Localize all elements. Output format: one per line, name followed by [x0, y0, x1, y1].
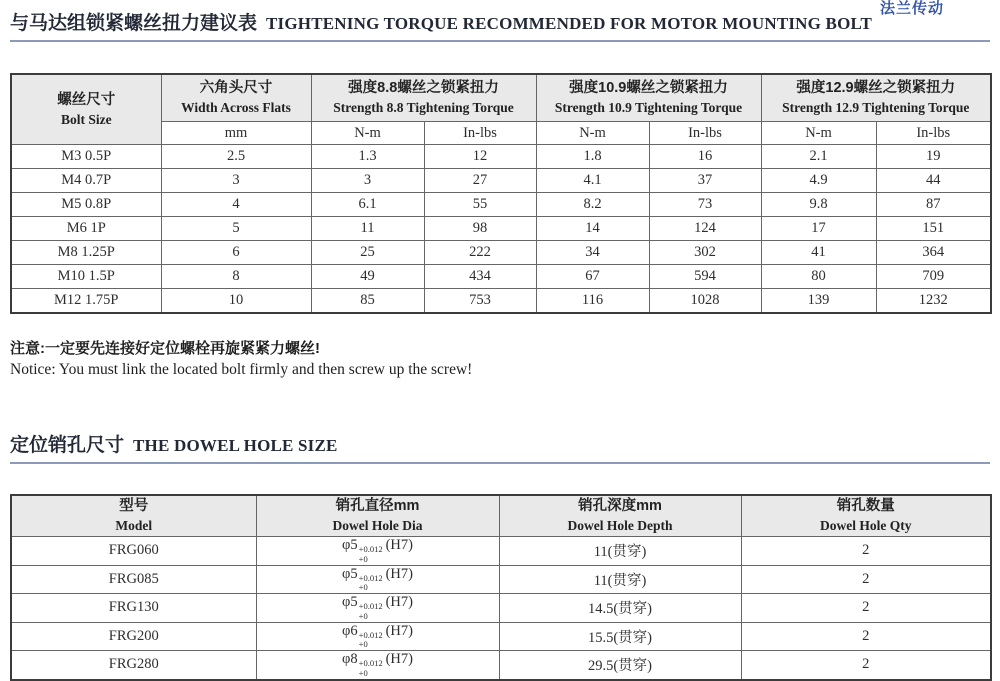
dia-base: φ6 [342, 622, 358, 639]
torque-cell: 594 [649, 265, 761, 289]
qty-cell: 2 [741, 622, 991, 651]
dia-tolerance-lower: +0 [358, 610, 368, 621]
dia-base: φ8 [342, 651, 358, 668]
page-corner-label-text: 法兰传动 [880, 0, 945, 17]
dia-tolerance-lower: +0 [358, 582, 368, 593]
table-row [11, 289, 991, 314]
qty-cell: 2 [741, 565, 991, 594]
qty-cell: 2 [741, 594, 991, 623]
waf-cell: 8 [161, 265, 311, 289]
dia-tolerance-lower: +0 [358, 639, 368, 650]
torque-header-row [11, 74, 991, 122]
page-corner-label [880, 0, 950, 17]
depth-cell: 14.5(贯穿) [499, 594, 741, 623]
torque-cell: 116 [536, 289, 649, 314]
torque-cell: 25 [311, 241, 424, 265]
dia-base: φ5 [342, 565, 358, 582]
torque-cell: 73 [649, 193, 761, 217]
dia-tolerance-upper: +0.012 [358, 572, 383, 583]
dia-base: φ5 [342, 594, 358, 611]
depth-cell: 29.5(贯穿) [499, 651, 741, 680]
dia-fit-class: (H7) [385, 565, 413, 582]
table-row [11, 537, 991, 566]
dia-cell [256, 651, 499, 680]
dowel-dia [342, 594, 413, 621]
table-row [11, 193, 991, 217]
torque-header-bolt-size [11, 74, 161, 145]
waf-cell: 10 [161, 289, 311, 314]
dowel-dia [342, 622, 413, 650]
dia-cell [256, 622, 499, 651]
dowel-header-model-en: Model [115, 518, 153, 533]
depth-cell: 15.5(贯穿) [499, 622, 741, 651]
torque-cell: 139 [761, 289, 876, 314]
depth-cell: 11(贯穿) [499, 565, 741, 594]
torque-header-waf-en: Width Across Flats [181, 100, 291, 115]
dia-tolerance-upper: +0.012 [358, 658, 383, 669]
unit-inlbs-10-9: In-lbs [649, 122, 761, 145]
dowel-table [10, 494, 992, 681]
torque-header-waf-zh: 六角头尺寸 [199, 80, 273, 97]
dowel-header-depth [499, 495, 741, 537]
torque-header-group-8-8 [311, 74, 536, 122]
unit-mm: mm [161, 122, 311, 145]
dia-tolerance [359, 574, 383, 594]
dowel-dia [342, 565, 413, 593]
torque-header-group-8-8-en: Strength 8.8 Tightening Torque [333, 100, 514, 115]
unit-inlbs-12-9: In-lbs [876, 122, 991, 145]
dowel-header-depth-en: Dowel Hole Depth [567, 518, 673, 533]
torque-cell: 11 [311, 217, 424, 241]
torque-cell: 302 [649, 241, 761, 265]
dowel-header-row [11, 495, 991, 537]
unit-inlbs-8-8: In-lbs [424, 122, 536, 145]
dowel-header-dia-zh: 销孔直径mm [335, 498, 420, 515]
notice-block [10, 338, 990, 380]
bolt-size-cell: M12 1.75P [11, 289, 161, 314]
torque-header-group-10-9 [536, 74, 761, 122]
dia-fit-class: (H7) [385, 651, 413, 668]
section2-header [0, 430, 1000, 464]
torque-cell: 151 [876, 217, 991, 241]
table-row [11, 241, 991, 265]
section1-title-zh: 与马达组锁紧螺丝扭力建议表 [10, 13, 258, 34]
dia-cell [256, 537, 499, 566]
torque-cell: 14 [536, 217, 649, 241]
dia-tolerance [359, 602, 383, 622]
torque-cell: 37 [649, 169, 761, 193]
table-row [11, 145, 991, 169]
dowel-dia [342, 537, 413, 564]
torque-header-group-10-9-en: Strength 10.9 Tightening Torque [554, 100, 743, 115]
dowel-table-wrapper [0, 494, 1000, 681]
dowel-header-model [11, 495, 256, 537]
torque-cell: 80 [761, 265, 876, 289]
torque-cell: 4.1 [536, 169, 649, 193]
waf-cell: 5 [161, 217, 311, 241]
dia-fit-class: (H7) [385, 622, 413, 639]
model-cell: FRG280 [11, 651, 256, 680]
torque-header-bolt-size-zh: 螺丝尺寸 [57, 91, 116, 108]
table-row [11, 217, 991, 241]
dowel-header-dia [256, 495, 499, 537]
table-row [11, 622, 991, 651]
dia-fit-class: (H7) [385, 537, 413, 553]
dia-tolerance [359, 545, 383, 565]
table-row [11, 594, 991, 623]
notice-text-en: Notice: You must link the located bolt firmly and then screw up the screw! [10, 361, 473, 378]
section2-title-rule [10, 462, 990, 464]
qty-cell: 2 [741, 651, 991, 680]
model-cell: FRG200 [11, 622, 256, 651]
torque-cell: 19 [876, 145, 991, 169]
torque-cell: 44 [876, 169, 991, 193]
unit-nm-8-8: N-m [311, 122, 424, 145]
torque-header-group-12-9-zh: 强度12.9螺丝之锁紧扭力 [796, 80, 956, 97]
torque-cell: 17 [761, 217, 876, 241]
torque-cell: 87 [876, 193, 991, 217]
dia-base: φ5 [342, 537, 358, 553]
torque-cell: 6.1 [311, 193, 424, 217]
torque-table-wrapper [0, 73, 1000, 314]
torque-cell: 222 [424, 241, 536, 265]
dowel-header-model-zh: 型号 [119, 498, 149, 515]
torque-cell: 8.2 [536, 193, 649, 217]
torque-cell: 124 [649, 217, 761, 241]
dia-tolerance-upper: +0.012 [358, 601, 383, 612]
torque-cell: 4.9 [761, 169, 876, 193]
torque-cell: 98 [424, 217, 536, 241]
torque-cell: 1.8 [536, 145, 649, 169]
torque-cell: 16 [649, 145, 761, 169]
bolt-size-cell: M5 0.8P [11, 193, 161, 217]
section2-title-en: THE DOWEL HOLE SIZE [133, 436, 338, 455]
torque-cell: 2.1 [761, 145, 876, 169]
torque-cell: 67 [536, 265, 649, 289]
table-row [11, 565, 991, 594]
torque-cell: 3 [311, 169, 424, 193]
torque-cell: 709 [876, 265, 991, 289]
depth-cell: 11(贯穿) [499, 537, 741, 566]
waf-cell: 4 [161, 193, 311, 217]
torque-header-bolt-size-en: Bolt Size [60, 111, 112, 127]
dowel-header-dia-en: Dowel Hole Dia [332, 518, 423, 533]
dia-tolerance-upper: +0.012 [358, 629, 383, 640]
torque-cell: 27 [424, 169, 536, 193]
bolt-size-cell: M10 1.5P [11, 265, 161, 289]
table-row [11, 265, 991, 289]
dia-cell [256, 565, 499, 594]
torque-cell: 753 [424, 289, 536, 314]
dowel-dia [342, 651, 413, 678]
dowel-header-qty [741, 495, 991, 537]
dia-tolerance [359, 659, 383, 679]
table-row [11, 169, 991, 193]
table-row [11, 651, 991, 680]
unit-nm-12-9: N-m [761, 122, 876, 145]
torque-cell: 434 [424, 265, 536, 289]
torque-header-group-12-9 [761, 74, 991, 122]
torque-cell: 55 [424, 193, 536, 217]
torque-cell: 12 [424, 145, 536, 169]
dia-tolerance [359, 631, 383, 651]
torque-cell: 9.8 [761, 193, 876, 217]
torque-cell: 1.3 [311, 145, 424, 169]
bolt-size-cell: M3 0.5P [11, 145, 161, 169]
torque-header-group-10-9-zh: 强度10.9螺丝之锁紧扭力 [569, 80, 728, 97]
waf-cell: 3 [161, 169, 311, 193]
bolt-size-cell: M4 0.7P [11, 169, 161, 193]
section1-title [10, 8, 990, 35]
model-cell: FRG060 [11, 537, 256, 566]
torque-cell: 1232 [876, 289, 991, 314]
torque-cell: 1028 [649, 289, 761, 314]
torque-header-group-12-9-en: Strength 12.9 Tightening Torque [782, 100, 970, 115]
section2-title-zh: 定位销孔尺寸 [10, 435, 125, 456]
torque-cell: 49 [311, 265, 424, 289]
dowel-header-qty-en: Dowel Hole Qty [820, 518, 912, 533]
model-cell: FRG130 [11, 594, 256, 623]
unit-nm-10-9: N-m [536, 122, 649, 145]
waf-cell: 6 [161, 241, 311, 265]
dia-fit-class: (H7) [385, 594, 413, 611]
section1-title-en: TIGHTENING TORQUE RECOMMENDED FOR MOTOR MOUNTING BOLT [266, 14, 873, 33]
bolt-size-cell: M6 1P [11, 217, 161, 241]
dowel-header-depth-zh: 销孔深度mm [578, 498, 662, 515]
torque-header-group-8-8-zh: 强度8.8螺丝之锁紧扭力 [348, 80, 499, 97]
notice-text-zh: 注意:一定要先连接好定位螺栓再旋紧紧力螺丝! [10, 340, 320, 357]
model-cell: FRG085 [11, 565, 256, 594]
section1-title-rule [10, 40, 990, 42]
torque-table [10, 73, 992, 314]
waf-cell: 2.5 [161, 145, 311, 169]
torque-cell: 364 [876, 241, 991, 265]
torque-header-waf [161, 74, 311, 122]
dia-tolerance-lower: +0 [358, 667, 368, 678]
dowel-header-qty-zh: 销孔数量 [836, 498, 895, 515]
dia-tolerance-lower: +0 [358, 553, 368, 564]
torque-cell: 34 [536, 241, 649, 265]
dia-tolerance-upper: +0.012 [358, 544, 383, 554]
torque-cell: 85 [311, 289, 424, 314]
bolt-size-cell: M8 1.25P [11, 241, 161, 265]
dia-cell [256, 594, 499, 623]
torque-cell: 41 [761, 241, 876, 265]
qty-cell: 2 [741, 537, 991, 566]
section2-title [10, 430, 990, 457]
